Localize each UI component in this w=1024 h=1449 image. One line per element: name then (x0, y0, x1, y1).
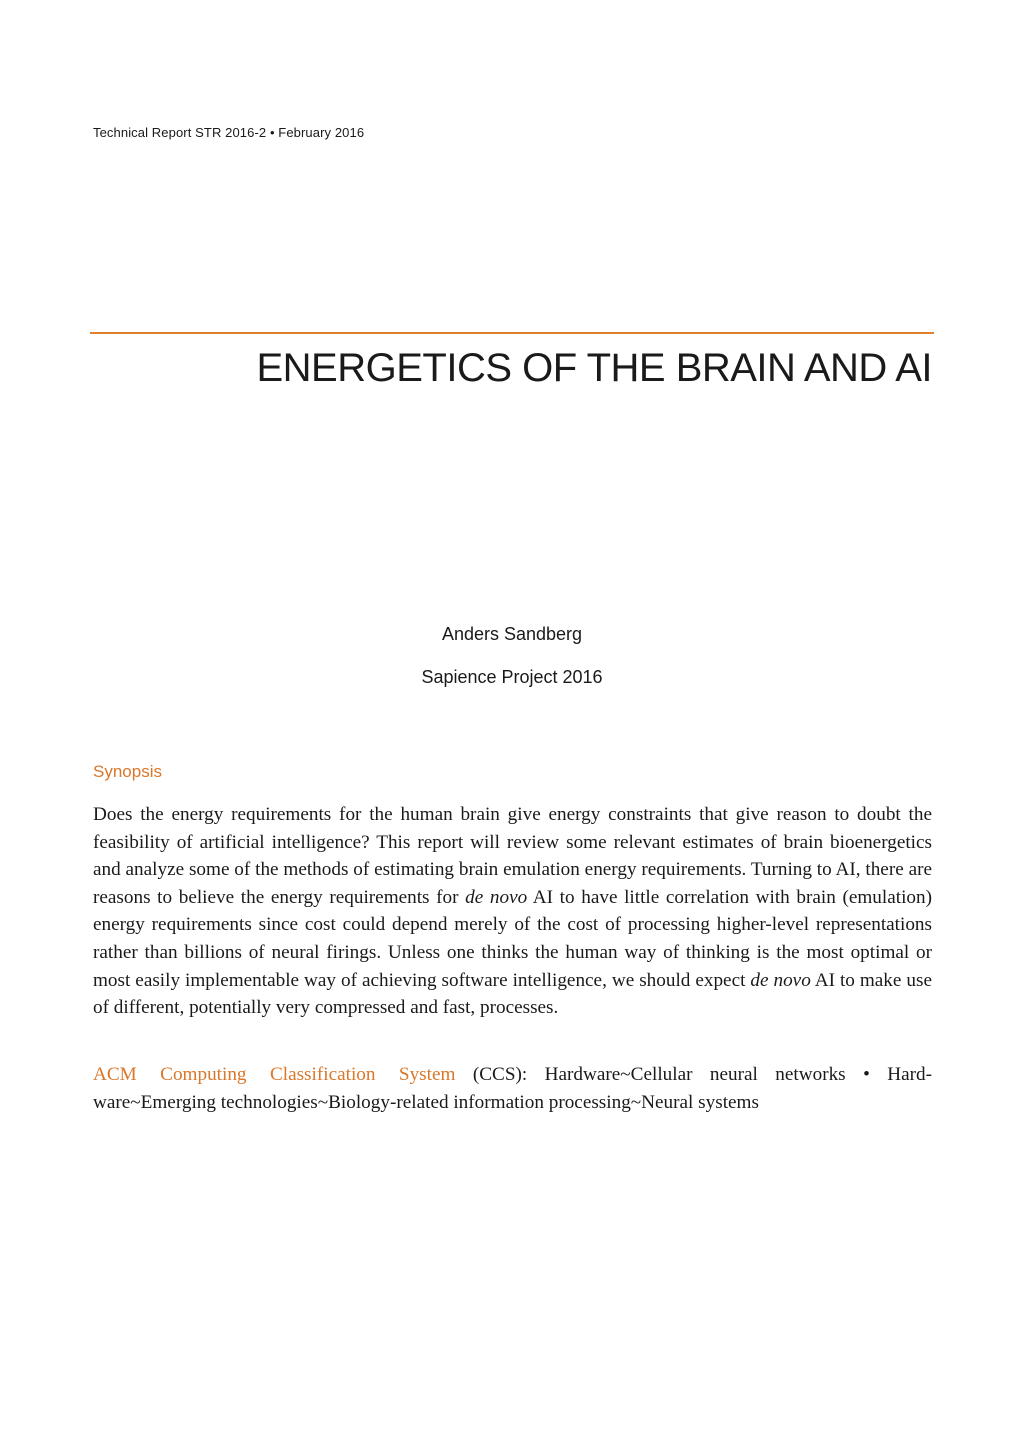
ccs-text: (CCS): Hardware~Cellular neural networks • Hardware~Emerging technologies~Biology-related information processing~Neural systems (93, 1064, 932, 1113)
document-title: ENERGETICS OF THE BRAIN AND AI (256, 346, 932, 390)
author-name: Anders Sandberg (441, 624, 583, 644)
author-affiliation: Sapience Project 2016 (421, 667, 603, 687)
synopsis-text (93, 801, 932, 1022)
synopsis-text-part-2: AI to have little correlation with brain (emulation) energy requirements since cost could depend merely of the cost of processing higher-level representations rather than billions of neural firings. Unless one thinks the human way of thinking is the most optimal or most easily implementable way of achieving software intelligence, we should expect (93, 886, 932, 991)
synopsis-emphasis-1: de novo (465, 886, 528, 908)
title-divider (90, 332, 934, 334)
ccs-classification (93, 1061, 932, 1116)
ccs-label: ACM Computing Classification System (93, 1064, 456, 1085)
synopsis-text-part-3: AI to make use of different, potentially very compressed and fast, processes. (93, 969, 932, 1019)
report-identifier: Technical Report STR 2016-2 • February 2016 (93, 125, 365, 140)
synopsis-heading: Synopsis (93, 762, 162, 781)
synopsis-emphasis-2: de novo (750, 969, 811, 991)
synopsis-text-part-1: Does the energy requirements for the human brain give energy constraints that give reason to doubt the feasibility of artificial intelligence? This report will review some relevant estimates of brain bioenergetics and analyze some of the methods of estimating brain emulation energy requirements. Turning to AI, there are reasons to believe the energy requirements for (93, 804, 932, 908)
